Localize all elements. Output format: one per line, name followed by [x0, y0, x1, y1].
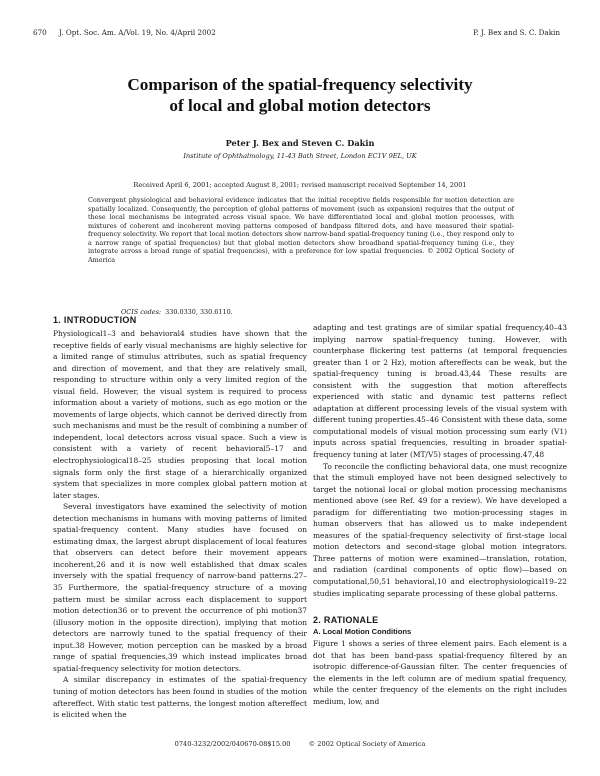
intro-paragraph-4: To reconcile the conflicting behavioral data, one must recognize that the stimuli employed have not been designed selectively to target the notional local or global motion processing mechanisms mentioned above (see Ref. 49 for a review). We have developed a paradigm for differentiating two motion-processing stages in human observers that has allowed us to make independent measures of the spatial-frequency selectivity of first-stage local motion detectors and second-stage global motion integrators. Three patterns of motion were examined—translation, rotation, and radiation (cardinal components of optic flow)—based on computational,50,51 behavioral,10 and electrophysiological19–22 studies implicating separate processing of these global patterns. — [313, 461, 567, 598]
page-footer — [0, 740, 600, 748]
title-line-1: Comparison of the spatial-frequency selectivity — [127, 75, 473, 94]
affiliation: Institute of Ophthalmology, 11-43 Bath Street, London EC1V 9EL, UK — [183, 152, 417, 160]
section-heading-introduction: 1. INTRODUCTION — [53, 315, 137, 325]
rationale-paragraph-1: Figure 1 shows a series of three element pairs. Each element is a dot that has been band-pass spatial-frequency filtered by an isotropic difference-of-Gaussian filter. The center frequencies of the elements in the left column are of medium spatial frequency, while the center frequency of the elements on the right includes medium, low, and — [313, 639, 567, 706]
section-heading-rationale: 2. RATIONALE — [313, 615, 379, 626]
received-dates: Received April 6, 2001; accepted August 8, 2001; revised manuscript received September 14, 2001 — [133, 181, 467, 189]
abstract: Convergent physiological and behavioral evidence indicates that the initial receptive fields responsible for motion detection are spatially localized. Consequently, the perception of global patterns of movement (such as expansion) requires that the output of these local mechanisms be integrated across visual space. We have differentiated local and global motion processes, with mixtures of coherent and incoherent moving patterns composed of bandpass filtered dots, and have measured their spatial-frequency selectivity. We report that local motion detectors show narrow-band spatial-frequency tuning (i.e., they respond only to a narrow range of spatial frequencies) but that global motion detectors show broadband spatial-frequency tuning (i.e., they integrate across a broad range of spatial frequencies), with a preference for low spatial frequencies. © 2002 Optical Society of America — [88, 196, 514, 264]
intro-paragraph-3: A similar discrepancy in estimates of the spatial-frequency tuning of motion detectors has been found in studies of the motion aftereffect. With static test patterns, the longest motion aftereffect is elicited when the — [53, 675, 307, 720]
ocis-code-values: 330.0330, 330.6110. — [165, 308, 233, 316]
intro-paragraph-3-continued: adapting and test gratings are of similar spatial frequency,40–43 implying narrow spatial-frequency tuning. However, with counterphase flickering test patterns (at temporal frequencies greater than 1 or 2 Hz), motion aftereffects can be weak, but the spatial-frequency tuning is broad.43,44 These results are consistent with the suggestion that motion aftereffects experienced with static and dynamic test patterns reflect adaptation at different processing levels of the visual system with different tuning properties.45–46 Consistent with these data, some computational models of visual motion processing sum early (V1) inputs across spatial frequencies, resulting in broader spatial-frequency tuning at later (MT/V5) stages of processing.47,48 — [313, 323, 567, 460]
intro-paragraph-2: Several investigators have examined the selectivity of motion detection mechanisms in humans with moving patterns of limited spatial-frequency content. Many studies have focused on estimating dmax, the largest abrupt displacement of local features that observers can detect before their movement appears incoherent,26 and it is now well established that dmax scales inversely with the spatial frequency of narrow-band patterns.27–35 Furthermore, the spatial-frequency structure of a moving pattern must be similar across each displacement to support motion detection36 or to prevent the occurrence of phi motion37 (illusory motion in the opposite direction), implying that motion detectors are narrowly tuned to the spatial frequency of their input.38 However, motion perception can be masked by a broad range of spatial frequencies,39 which instead implicates broad spatial-frequency selectivity for motion detectors. — [53, 502, 307, 673]
paper-title — [0, 74, 600, 116]
article-code: 0740-3232/2002/040670-08$15.00 — [174, 740, 291, 748]
running-header-left — [33, 28, 216, 37]
copyright-notice: © 2002 Optical Society of America — [308, 740, 426, 748]
ocis-label: OCIS codes: — [121, 308, 162, 316]
subsection-heading-local-motion: A. Local Motion Conditions — [313, 627, 412, 637]
title-line-2: of local and global motion detectors — [169, 96, 431, 115]
intro-paragraph-1: Physiological1–3 and behavioral4 studies have shown that the receptive fields of early visual mechanisms are highly selective for a limited range of stimulus attributes, such as spatial frequency and direction of movement, and that they are relatively small, responding to structure within only a very limited region of the visual field. However, the visual system is required to process information about a variety of motions, such as ego motion or the movements of large objects, which cannot be derived directly from such mechanisms and must be the result of combining a number of independent, local detectors across visual space. Such a view is consistent with a variety of recent behavioral5–17 and electrophysiological18–25 studies proposing that local motion signals form only the first stage of a hierarchically organized system that specializes in more complex global pattern motion at later stages. — [53, 329, 307, 500]
left-column — [53, 315, 307, 721]
running-header-authors: P. J. Bex and S. C. Dakin — [473, 28, 560, 37]
journal-citation: J. Opt. Soc. Am. A/Vol. 19, No. 4/April 2002 — [59, 28, 216, 37]
author-list: Peter J. Bex and Steven C. Dakin — [225, 138, 375, 148]
page-number: 670 — [33, 28, 47, 37]
right-column — [313, 322, 567, 707]
